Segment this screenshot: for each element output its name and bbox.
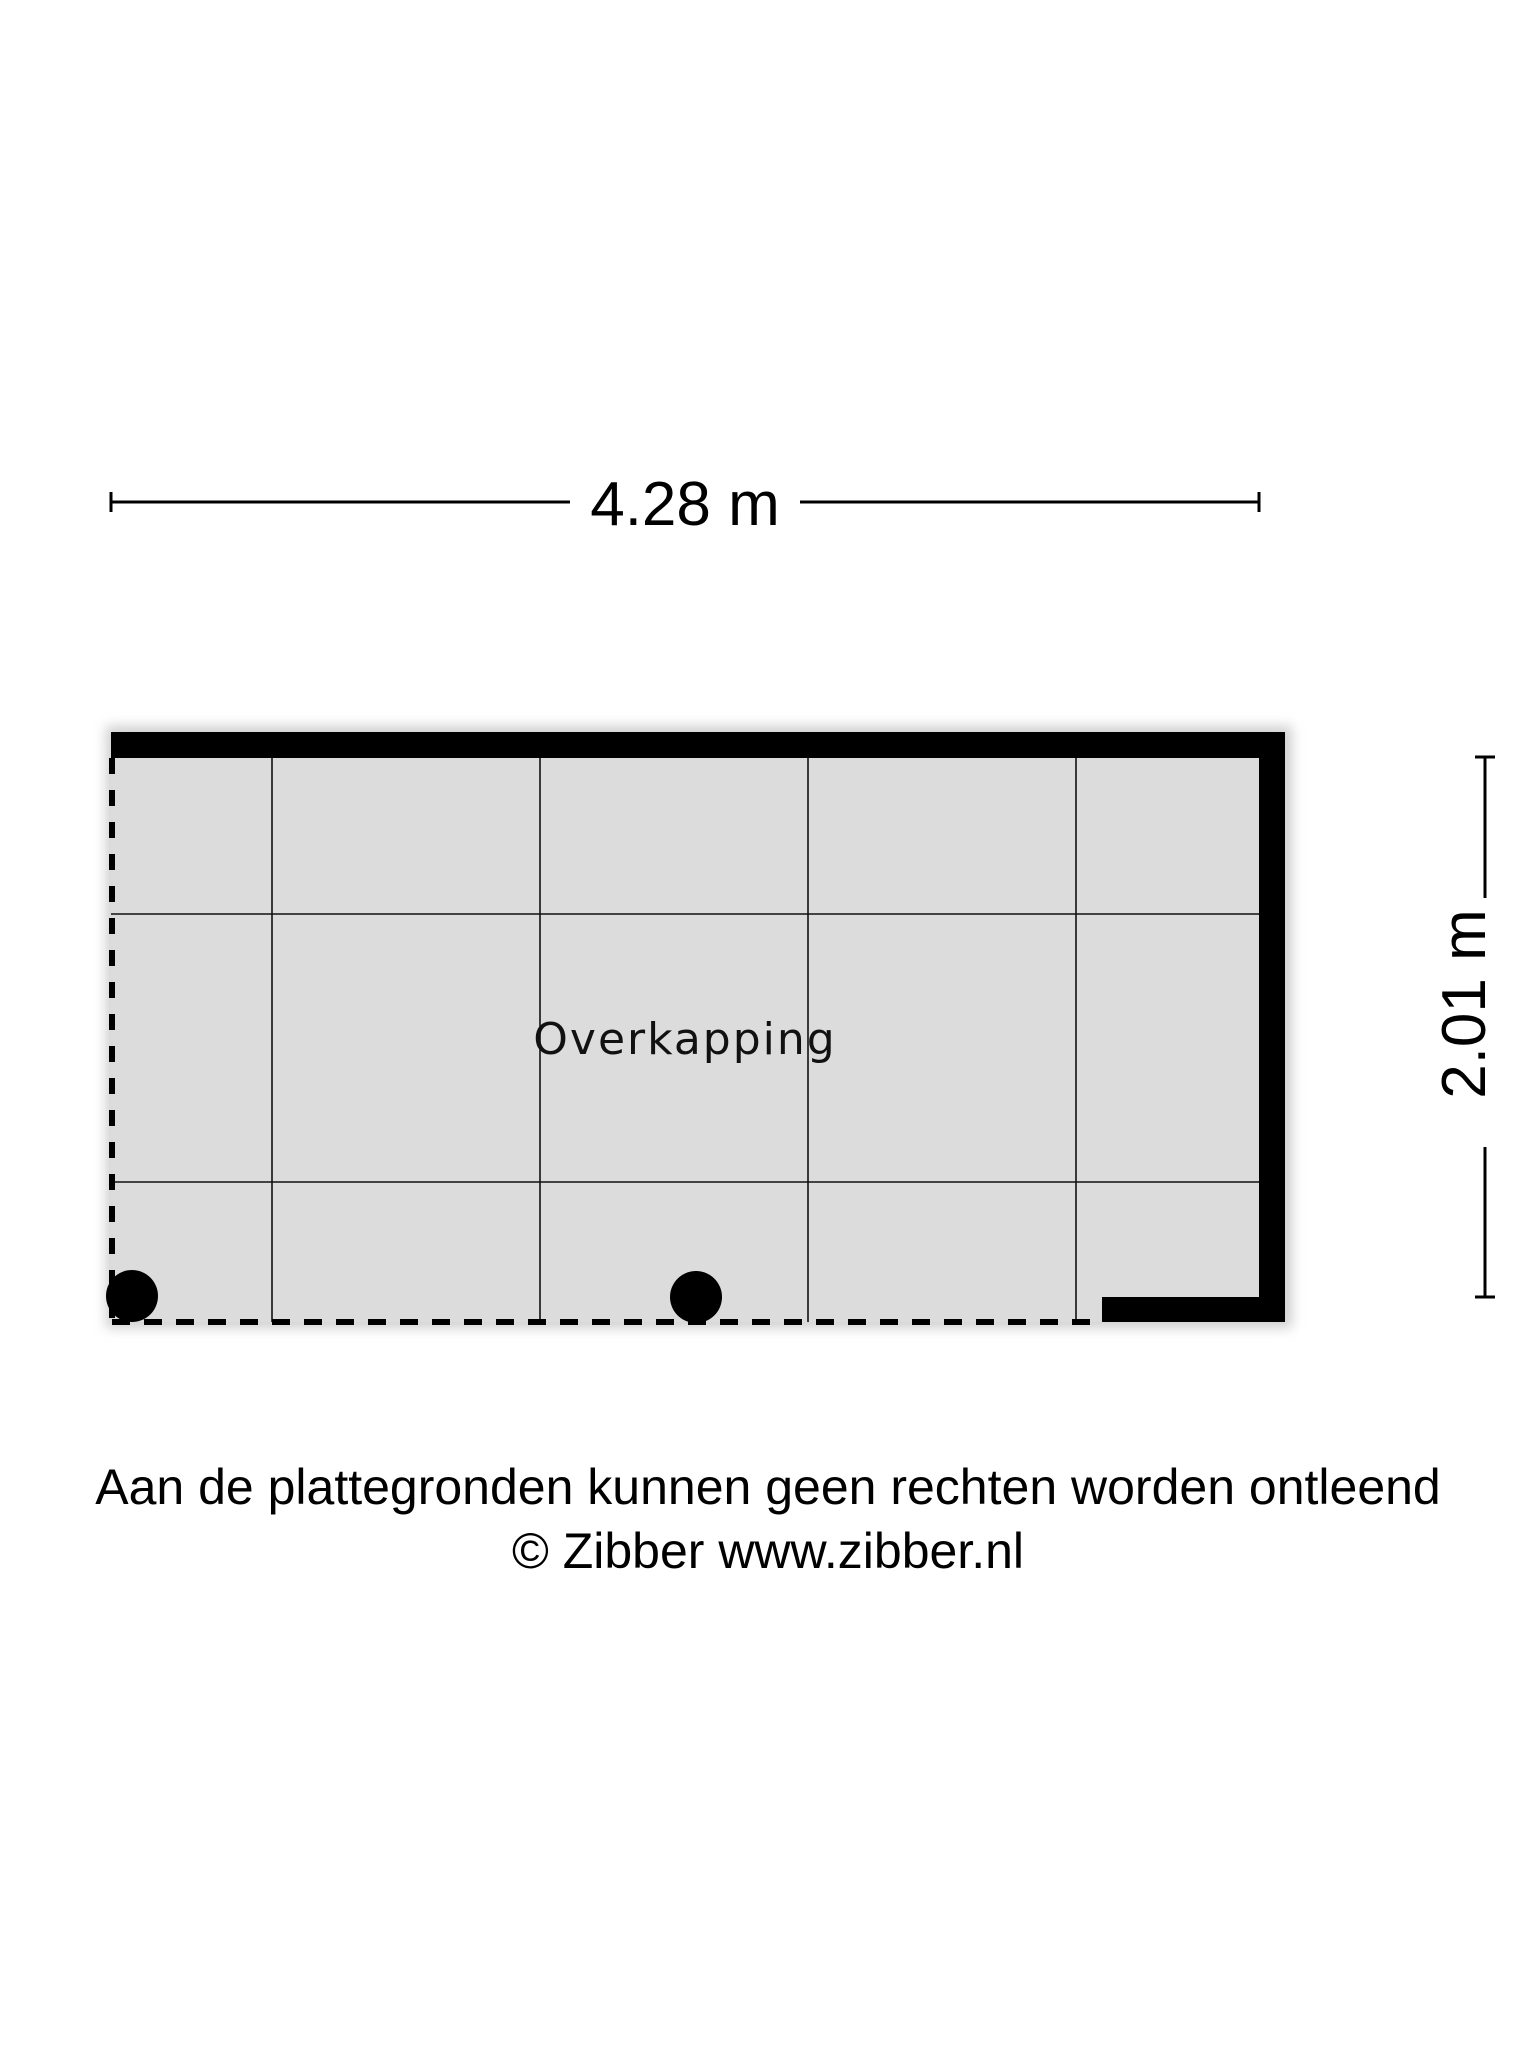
support-post-left	[106, 1270, 158, 1322]
support-post-middle	[670, 1271, 722, 1323]
depth-dimension	[1430, 757, 1499, 1297]
right-wall	[1259, 732, 1285, 1322]
copyright-text: © Zibber www.zibber.nl	[511, 1523, 1025, 1579]
disclaimer-text: Aan de plattegronden kunnen geen rechten worden ontleend	[95, 1459, 1441, 1515]
width-dimension	[111, 470, 1259, 539]
depth-dimension-label: 2.01 m	[1430, 909, 1499, 1099]
room-label: Overkapping	[533, 1014, 837, 1065]
width-dimension-label: 4.28 m	[590, 470, 780, 539]
top-wall	[111, 732, 1285, 758]
bottom-right-wall	[1102, 1297, 1285, 1322]
